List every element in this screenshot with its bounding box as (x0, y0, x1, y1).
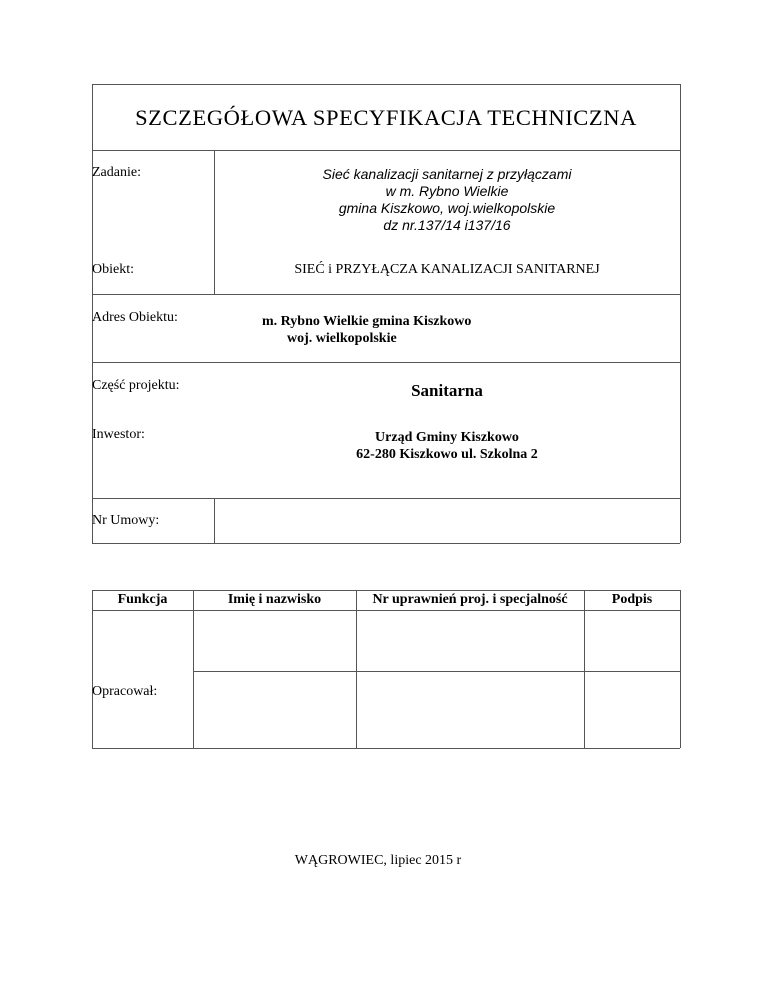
header-podpis: Podpis (611, 592, 653, 607)
inwestor-line: Urząd Gminy Kiszkowo (375, 430, 519, 445)
row-label-opracowal: Opracował: (92, 684, 158, 699)
zadanie-line: Sieć kanalizacji sanitarnej z przyłączami (322, 166, 572, 182)
adres-label: Adres Obiektu: (92, 310, 178, 325)
zadanie-line: w m. Rybno Wielkie (385, 183, 509, 199)
header-uprawnienia: Nr uprawnień proj. i specjalność (372, 592, 568, 607)
czesc-label: Część projektu: (92, 378, 180, 393)
inwestor-line: 62-280 Kiszkowo ul. Szkolna 2 (356, 447, 538, 462)
adres-line-1: m. Rybno Wielkie gmina Kiszkowo (262, 314, 472, 329)
header-imie-nazwisko: Imię i nazwisko (227, 592, 322, 607)
adres-line-2: woj. wielkopolskie (287, 331, 397, 346)
umowa-label: Nr Umowy: (92, 513, 160, 528)
obiekt-value: SIEĆ i PRZYŁĄCZA KANALIZACJI SANITARNEJ (294, 262, 600, 277)
zadanie-label: Zadanie: (92, 165, 141, 180)
footer-text: WĄGROWIEC, lipiec 2015 r (294, 853, 462, 868)
inwestor-label: Inwestor: (92, 427, 145, 442)
obiekt-label: Obiekt: (92, 262, 134, 277)
document-title: SZCZEGÓŁOWA SPECYFIKACJA TECHNICZNA (135, 105, 637, 130)
zadanie-line: gmina Kiszkowo, woj.wielkopolskie (338, 200, 556, 216)
footer-place-date (0, 853, 768, 869)
zadanie-value (214, 166, 680, 234)
inwestor-value (214, 429, 680, 463)
zadanie-line: dz nr.137/14 i137/16 (383, 217, 511, 233)
header-funkcja: Funkcja (117, 592, 168, 607)
czesc-value: Sanitarna (411, 381, 483, 400)
